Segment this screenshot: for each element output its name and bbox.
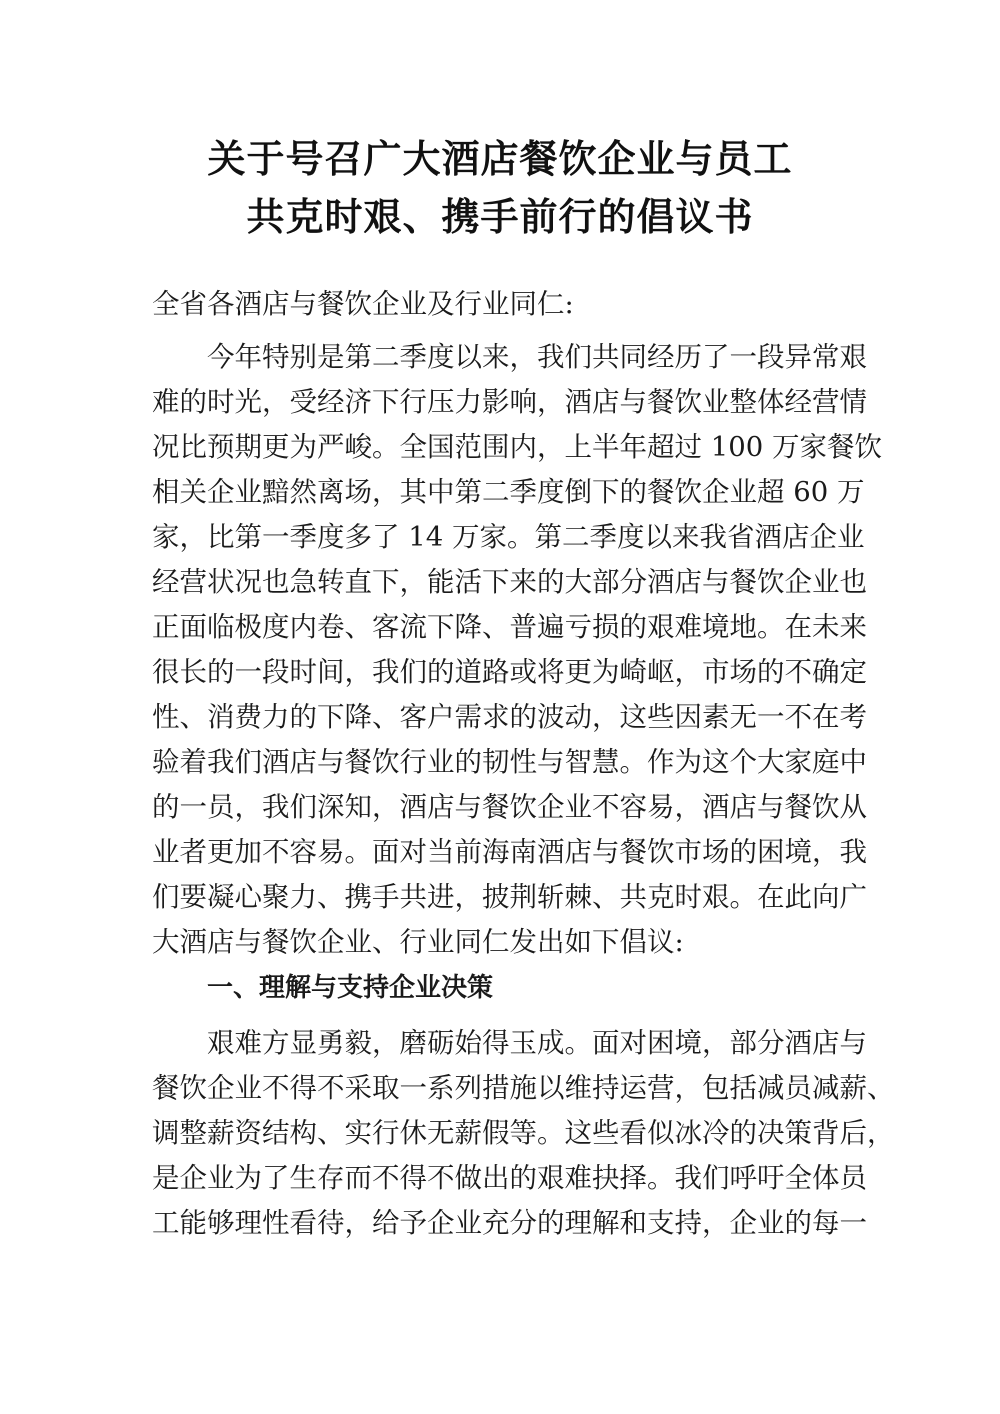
section-1-heading: 一、理解与支持企业决策 xyxy=(207,973,494,1003)
document-title-line-2: 共克时艰、携手前行的倡议书 xyxy=(246,195,754,239)
paragraph-1-line: 相关企业黯然离场，其中第二季度倒下的餐饮企业超 60 万 xyxy=(152,476,865,508)
paragraph-1-line: 的一员，我们深知，酒店与餐饮企业不容易，酒店与餐饮从 xyxy=(152,791,867,823)
paragraph-1-line: 验着我们酒店与餐饮行业的韧性与智慧。作为这个大家庭中 xyxy=(152,746,867,778)
paragraph-2-line: 艰难方显勇毅，磨砺始得玉成。面对困境，部分酒店与 xyxy=(207,1027,867,1059)
paragraph-1-line: 业者更加不容易。面对当前海南酒店与餐饮市场的困境，我 xyxy=(152,836,867,868)
paragraph-2-line: 调整薪资结构、实行休无薪假等。这些看似冰冷的决策背后， xyxy=(152,1117,895,1149)
paragraph-1-line: 家，比第一季度多了 14 万家。第二季度以来我省酒店企业 xyxy=(152,521,865,553)
paragraph-1-line: 经营状况也急转直下，能活下来的大部分酒店与餐饮企业也 xyxy=(152,566,867,598)
paragraph-1-line: 正面临极度内卷、客流下降、普遍亏损的艰难境地。在未来 xyxy=(152,611,867,643)
document-title-line-1: 关于号召广大酒店餐饮企业与员工 xyxy=(207,137,793,181)
paragraph-1-line: 今年特别是第二季度以来，我们共同经历了一段异常艰 xyxy=(207,341,867,373)
paragraph-1-line: 况比预期更为严峻。全国范围内，上半年超过 100 万家餐饮 xyxy=(152,431,882,463)
paragraph-2-line: 是企业为了生存而不得不做出的艰难抉择。我们呼吁全体员 xyxy=(152,1162,867,1194)
paragraph-2-line: 工能够理性看待，给予企业充分的理解和支持，企业的每一 xyxy=(152,1207,867,1239)
paragraph-1-line: 们要凝心聚力、携手共进，披荆斩棘、共克时艰。在此向广 xyxy=(152,881,867,913)
salutation: 全省各酒店与餐饮企业及行业同仁: xyxy=(152,288,574,320)
paragraph-2-line: 餐饮企业不得不采取一系列措施以维持运营，包括减员减薪、 xyxy=(152,1072,895,1104)
paragraph-1-line: 难的时光，受经济下行压力影响，酒店与餐饮业整体经营情 xyxy=(152,386,867,418)
paragraph-1-line: 大酒店与餐饮企业、行业同仁发出如下倡议: xyxy=(152,926,684,958)
paragraph-1-line: 性、消费力的下降、客户需求的波动，这些因素无一不在考 xyxy=(152,701,867,733)
paragraph-1-line: 很长的一段时间，我们的道路或将更为崎岖，市场的不确定 xyxy=(152,656,867,688)
